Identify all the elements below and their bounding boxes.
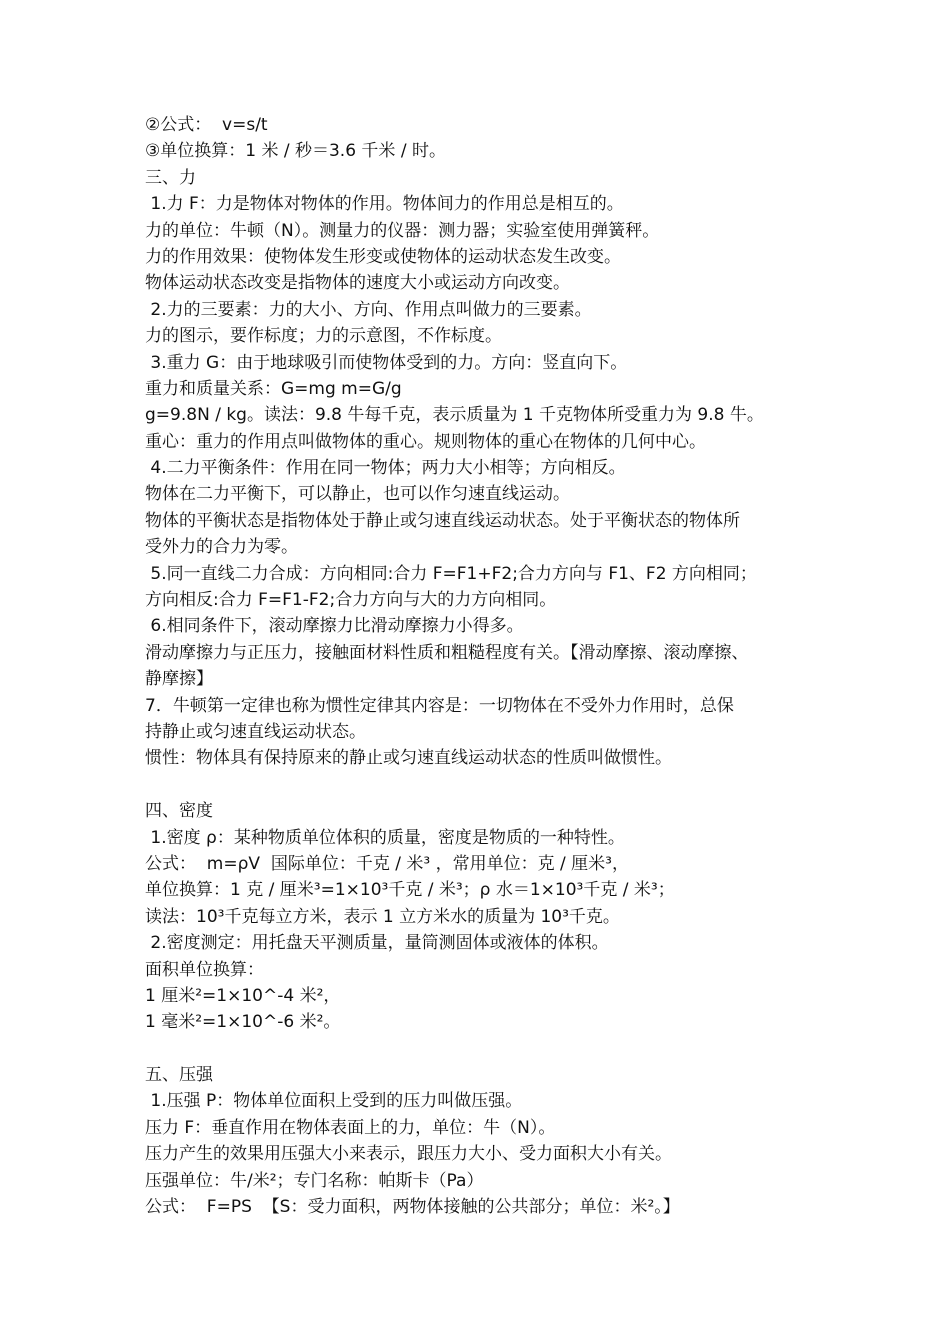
text-line: 面积单位换算：	[145, 959, 264, 980]
text-line: 物体在二力平衡下，可以静止，也可以作匀速直线运动。	[145, 484, 570, 505]
text-line: 滑动摩擦力与正压力，接触面材料性质和粗糙程度有关。【滑动摩擦、滚动摩擦、	[145, 642, 749, 663]
section-heading: 四、密度	[145, 801, 213, 822]
text-line: 1.力 F：力是物体对物体的作用。物体间力的作用总是相互的。	[145, 194, 624, 215]
text-line: 6.相同条件下，滚动摩擦力比滑动摩擦力小得多。	[145, 616, 524, 637]
section-heading: 五、压强	[145, 1065, 213, 1086]
text-line: 压力 F：垂直作用在物体表面上的力，单位：牛（N）。	[145, 1117, 556, 1138]
text-line: 7．牛顿第一定律也称为惯性定律其内容是：一切物体在不受外力作用时，总保	[145, 695, 734, 716]
text-line: 读法：10³千克每立方米，表示 1 立方米水的质量为 10³千克。	[145, 906, 620, 927]
text-line: g=9.8N / kg。读法：9.8 牛每千克，表示质量为 1 千克物体所受重力为 9.8 牛。	[145, 405, 764, 426]
document-page	[145, 112, 825, 1220]
text-line: 压力产生的效果用压强大小来表示，跟压力大小、受力面积大小有关。	[145, 1144, 672, 1165]
text-line: 3.重力 G：由于地球吸引而使物体受到的力。方向：竖直向下。	[145, 352, 628, 373]
text-line: ②公式： v=s/t	[145, 115, 268, 135]
text-line: 方向相反:合力 F=F1-F2;合力方向与大的力方向相同。	[145, 590, 557, 611]
text-line: ③单位换算：1 米 / 秒＝3.6 千米 / 时。	[145, 141, 446, 162]
text-line: 5.同一直线二力合成：方向相同:合力 F=F1+F2;合力方向与 F1、F2 方向相同；	[145, 563, 757, 584]
text-line: 物体的平衡状态是指物体处于静止或匀速直线运动状态。处于平衡状态的物体所	[145, 510, 740, 531]
text-line: 2.密度测定：用托盘天平测质量，量筒测固体或液体的体积。	[145, 933, 609, 954]
text-line: 静摩擦】	[145, 669, 213, 690]
text-line: 1 厘米²=1×10^-4 米²，	[145, 985, 341, 1006]
text-line: 1.压强 P：物体单位面积上受到的压力叫做压强。	[145, 1091, 523, 1112]
text-line: 4.二力平衡条件：作用在同一物体；两力大小相等；方向相反。	[145, 458, 626, 479]
text-line: 公式： F=PS 【S：受力面积，两物体接触的公共部分；单位：米²。】	[145, 1197, 680, 1218]
text-line: 持静止或匀速直线运动状态。	[145, 721, 366, 742]
text-line: 2.力的三要素：力的大小、方向、作用点叫做力的三要素。	[145, 299, 592, 320]
text-line: 力的作用效果：使物体发生形变或使物体的运动状态发生改变。	[145, 246, 621, 267]
blank-line	[145, 1036, 825, 1062]
text-line: 力的图示，要作标度；力的示意图，不作标度。	[145, 326, 502, 347]
text-line: 受外力的合力为零。	[145, 537, 298, 558]
section-heading: 三、力	[145, 167, 196, 188]
text-line: 重心：重力的作用点叫做物体的重心。规则物体的重心在物体的几何中心。	[145, 431, 706, 452]
text-line: 重力和质量关系：G=mg m=G/g	[145, 378, 402, 399]
text-line: 力的单位：牛顿（N）。测量力的仪器：测力器；实验室使用弹簧秤。	[145, 220, 660, 241]
text-line: 惯性：物体具有保持原来的静止或匀速直线运动状态的性质叫做惯性。	[145, 748, 672, 769]
text-line: 物体运动状态改变是指物体的速度大小或运动方向改变。	[145, 273, 570, 294]
text-line: 压强单位：牛/米²；专门名称：帕斯卡（Pa）	[145, 1170, 484, 1191]
text-line: 1 毫米²=1×10^-6 米²。	[145, 1012, 341, 1033]
blank-line	[145, 772, 825, 798]
text-line: 公式： m=ρV 国际单位：千克 / 米³ ，常用单位：克 / 厘米³，	[145, 853, 629, 874]
text-line: 单位换算：1 克 / 厘米³=1×10³千克 / 米³；ρ 水＝1×10³千克 / 米³；	[145, 880, 675, 901]
text-line: 1.密度 ρ：某种物质单位体积的质量，密度是物质的一种特性。	[145, 827, 625, 848]
